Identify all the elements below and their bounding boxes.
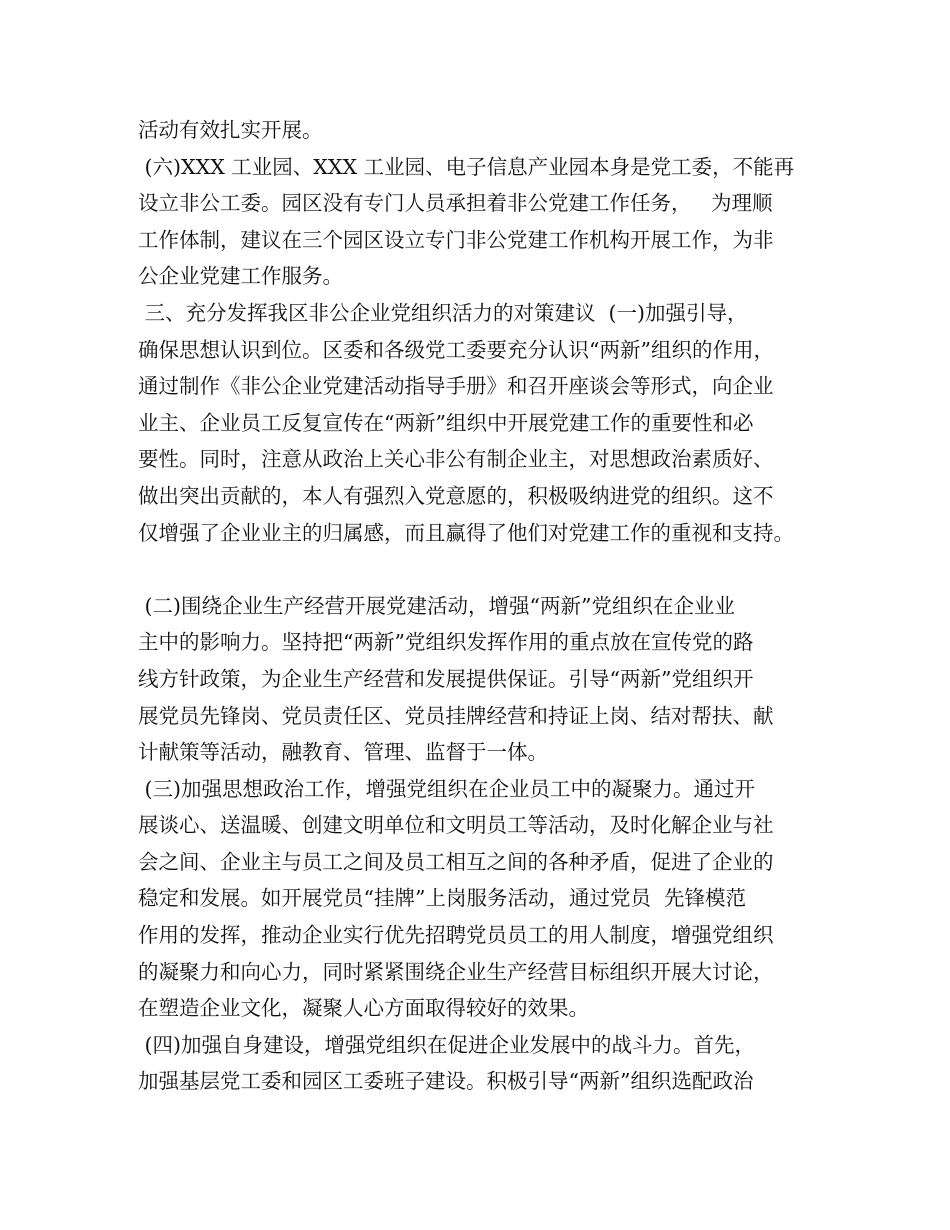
text-line: 线方针政策，为企业生产经营和发展提供保证。引导“两新”党组织开 <box>138 666 754 691</box>
text-line: 确保思想认识到位。区委和各级党工委要充分认识“两新”组织的作用， <box>138 337 774 362</box>
text-line: 展党员先锋岗、党员责任区、党员挂牌经营和持证上岗、结对帮扶、献 <box>138 703 774 728</box>
document-body <box>138 112 838 1100</box>
text-line: 设立非公工委。园区没有专门人员承担着非公党建工作任务， 为理顺 <box>138 191 773 216</box>
text-line: 展谈心、送温暖、创建文明单位和文明员工等活动，及时化解企业与社 <box>138 813 774 838</box>
text-line: 要性。同时，注意从政治上关心非公有制企业主，对思想政治素质好、 <box>138 447 774 472</box>
text-line: 稳定和发展。如开展党员“挂牌”上岗服务活动，通过党员 先锋模范 <box>138 886 746 911</box>
text-line: 工作体制，建议在三个园区设立专门非公党建工作机构开展工作，为非 <box>138 227 774 252</box>
paragraph-4-line: (四)加强自身建设，增强党组织在促进企业发展中的战斗力。首先， <box>138 1032 756 1057</box>
text-line: 做出突出贡献的，本人有强烈入党意愿的，积极吸纳进党的组织。这不 <box>138 483 774 508</box>
text-line: 公企业党建工作服务。 <box>138 264 343 289</box>
text-line: 业主、企业员工反复宣传在“两新”组织中开展党建工作的重要性和必 <box>138 410 754 435</box>
text-line: 计献策等活动，融教育、管理、监督于一体。 <box>138 740 548 765</box>
section-3-heading-line: 三、充分发挥我区非公企业党组织活力的对策建议 (一)加强引导， <box>138 300 748 325</box>
text-line: 在塑造企业文化，凝聚人心方面取得较好的效果。 <box>138 996 589 1021</box>
text-line: 主中的影响力。坚持把“两新”党组织发挥作用的重点放在宣传党的路 <box>138 630 754 655</box>
paragraph-6-line: (六)XXX 工业园、XXX 工业园、电子信息产业园本身是党工委，不能再 <box>138 154 795 179</box>
text-line: 通过制作《非公企业党建活动指导手册》和召开座谈会等形式，向企业 <box>138 374 774 399</box>
paragraph-3-line: (三)加强思想政治工作，增强党组织在企业员工中的凝聚力。通过开 <box>138 776 756 801</box>
text-line: 会之间、企业主与员工之间及员工相互之间的各种矛盾，促进了企业的 <box>138 849 774 874</box>
paragraph-2-line: (二)围绕企业生产经营开展党建活动，增强“两新”党组织在企业业 <box>138 593 735 618</box>
text-line: 作用的发挥，推动企业实行优先招聘党员员工的用人制度，增强党组织 <box>138 923 774 948</box>
paragraph-gap <box>138 551 838 588</box>
text-line: 加强基层党工委和园区工委班子建设。积极引导“两新”组织选配政治 <box>138 1069 754 1094</box>
text-line: 仅增强了企业业主的归属感，而且赢得了他们对党建工作的重视和支持。 <box>138 520 794 545</box>
text-line: 的凝聚力和向心力，同时紧紧围绕企业生产经营目标组织开展大讨论， <box>138 959 774 984</box>
text-line: 活动有效扎实开展。 <box>138 118 323 142</box>
